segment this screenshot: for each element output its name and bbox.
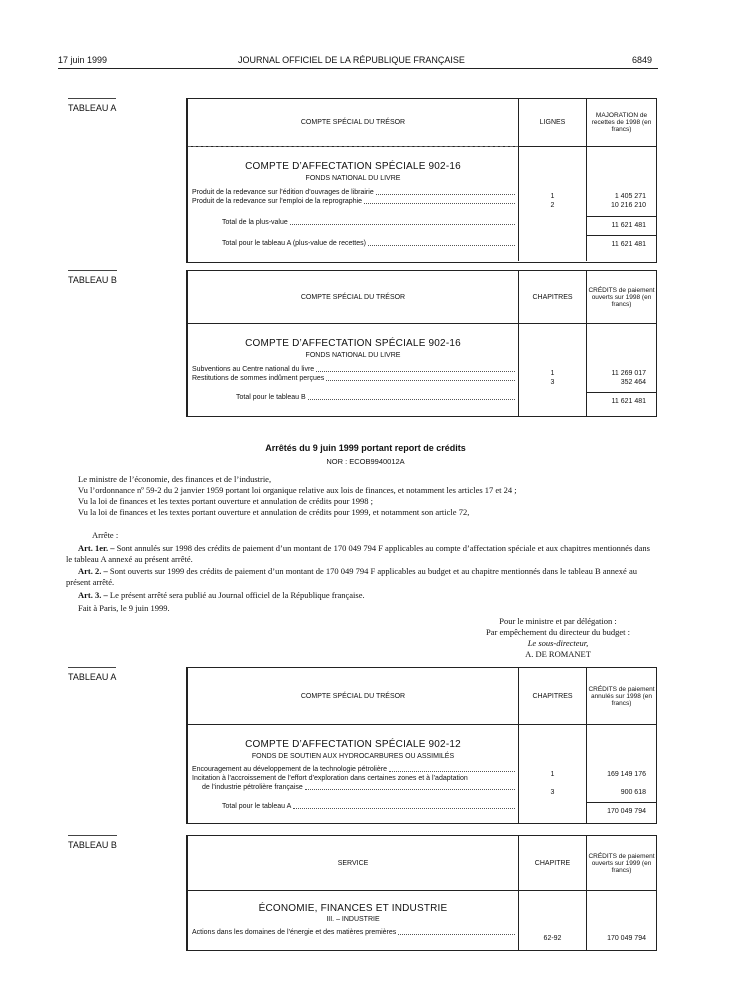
col-header-chapitre: CHAPITRE (519, 836, 587, 890)
total-label: Total pour le tableau A (plus-value de recettes) (222, 240, 366, 247)
row-label: de l’industrie pétrolière française (202, 784, 303, 791)
tableau-b-table-1 (186, 270, 657, 417)
row-amount: 1 405 271 (614, 193, 646, 200)
row-label: Encouragement au développement de la technologie pétrolière (192, 766, 387, 773)
section-title: III. – INDUSTRIE (326, 916, 380, 923)
row-label: Actions dans les domaines de l’énergie et des matières premières (192, 929, 397, 936)
header-date: 17 juin 1999 (58, 55, 108, 65)
row-line: 1 (550, 370, 555, 377)
row-label: Subventions au Centre national du livre (192, 366, 315, 373)
tableau-a-label-2: TABLEAU A (68, 672, 116, 682)
header-rule (58, 68, 658, 69)
arrete-title: Arrêtés du 9 juin 1999 portant report de crédits (265, 443, 466, 453)
col-header-credits: CRÉDITS de paiement ouverts sur 1998 (en francs) (588, 286, 655, 308)
header-journal: JOURNAL OFFICIEL DE LA RÉPUBLIQUE FRANÇAISE (238, 55, 465, 65)
col-header-lignes: LIGNES (519, 99, 587, 146)
col-header-compte: COMPTE SPÉCIAL DU TRÉSOR (188, 99, 519, 146)
row-label: Produit de la redevance sur l’emploi de la reprographie (192, 198, 363, 205)
row-label: Restitutions de sommes indûment perçues (192, 375, 325, 382)
fund-title: FONDS NATIONAL DU LIVRE (305, 352, 401, 359)
article-3-head: Art. 3. – (78, 590, 108, 600)
account-title: COMPTE D’AFFECTATION SPÉCIALE 902-16 (245, 338, 461, 349)
col-header-chapitres: CHAPITRES (519, 271, 587, 323)
col-header-service: SERVICE (188, 836, 519, 890)
article-1-text: Sont annulés sur 1998 des crédits de paiement d’un montant de 170 049 794 F applicables au compte d’affectation spéciale et aux chapitres mentionnés dans le tableau A annexé au présent arrêté. (66, 543, 650, 564)
row-line: 1 (550, 771, 555, 778)
row-line: 2 (550, 202, 555, 209)
row-line: 3 (550, 379, 555, 386)
total-amount: 11 621 481 (587, 235, 656, 249)
total-label: Total pour le tableau A (222, 803, 292, 810)
row-line: 1 (550, 193, 555, 200)
header-page: 6849 (632, 55, 653, 65)
row-amount: 170 049 794 (607, 935, 646, 942)
tableau-a-table-2 (186, 667, 657, 824)
total-amount: 11 621 481 (587, 216, 656, 230)
arrete-nor: NOR : ECOB9940012A (326, 457, 405, 466)
tableau-b-label-1: TABLEAU B (68, 275, 117, 285)
signature-line: Pour le ministre et par délégation : (499, 616, 617, 626)
row-line: 62-92 (543, 935, 562, 942)
account-title: COMPTE D’AFFECTATION SPÉCIALE 902-12 (245, 739, 461, 750)
fait-a-paris: Fait à Paris, le 9 juin 1999. (78, 603, 170, 613)
article-2-text: Sont ouverts sur 1999 des crédits de paiement d’un montant de 170 049 794 F applicables au budget et au chapitre mentionnés dans le tableau B annexé au présent arrêté. (66, 566, 637, 587)
col-header-compte: COMPTE SPÉCIAL DU TRÉSOR (188, 271, 519, 323)
total-amount: 11 621 481 (587, 392, 656, 406)
col-header-credits: CRÉDITS de paiement ouverts sur 1999 (en francs) (588, 852, 655, 874)
row-amount: 900 618 (620, 789, 646, 796)
account-title: COMPTE D’AFFECTATION SPÉCIALE 902-16 (245, 161, 461, 172)
tableau-a-table-1 (186, 98, 657, 263)
row-line: 3 (550, 789, 555, 796)
tableau-a-label-1: TABLEAU A (68, 103, 116, 113)
para-vu: Vu la loi de finances et les textes portant ouverture et annulation de crédits pour 1999, et notamment son article 72, (78, 507, 470, 517)
article-3-text: Le présent arrêté sera publié au Journal officiel de la République française. (109, 590, 365, 600)
signature-line: Par empêchement du directeur du budget : (486, 627, 630, 637)
col-header-majoration: MAJORATION de recettes de 1998 (en francs) (591, 112, 652, 133)
tableau-b-table-2 (186, 835, 657, 951)
fund-title: FONDS NATIONAL DU LIVRE (305, 175, 401, 182)
total-label: Total de la plus-value (222, 219, 288, 226)
row-label: Produit de la redevance sur l’édition d’ouvrages de librairie (192, 189, 374, 196)
col-header-chapitres: CHAPITRES (519, 668, 587, 724)
signature-name: A. DE ROMANET (525, 649, 591, 659)
para-vu: Vu la loi de finances et les textes portant ouverture et annulation de crédits pour 1998 ; (78, 496, 374, 506)
para-minister: Le ministre de l’économie, des finances et de l’industrie, (78, 474, 272, 484)
ministry-title: ÉCONOMIE, FINANCES ET INDUSTRIE (258, 903, 448, 914)
para-arrete: Arrête : (92, 530, 119, 540)
row-label: Incitation à l’accroissement de l’effort d’exploration dans certaines zones et à l’adaptation (192, 775, 468, 782)
fund-title: FONDS DE SOUTIEN AUX HYDROCARBURES OU ASSIMILÉS (251, 753, 455, 760)
article-1-head: Art. 1er. – (78, 543, 115, 553)
col-header-compte: COMPTE SPÉCIAL DU TRÉSOR (188, 668, 519, 724)
article-2-head: Art. 2. – (78, 566, 108, 576)
col-header-credits: CRÉDITS de paiement annulés sur 1998 (en francs) (588, 685, 655, 707)
signature-title: Le sous-directeur, (527, 638, 589, 648)
row-amount: 11 269 017 (611, 370, 646, 377)
para-vu: Vu l’ordonnance nº 59-2 du 2 janvier 1959 portant loi organique relative aux lois de finances, et notamment les articles 17 et 24 ; (78, 485, 517, 495)
total-amount: 170 049 794 (587, 802, 656, 816)
row-amount: 169 149 176 (607, 771, 646, 778)
row-amount: 352 464 (620, 379, 646, 386)
total-label: Total pour le tableau B (236, 394, 306, 401)
row-amount: 10 216 210 (610, 202, 646, 209)
tableau-b-label-2: TABLEAU B (68, 840, 117, 850)
